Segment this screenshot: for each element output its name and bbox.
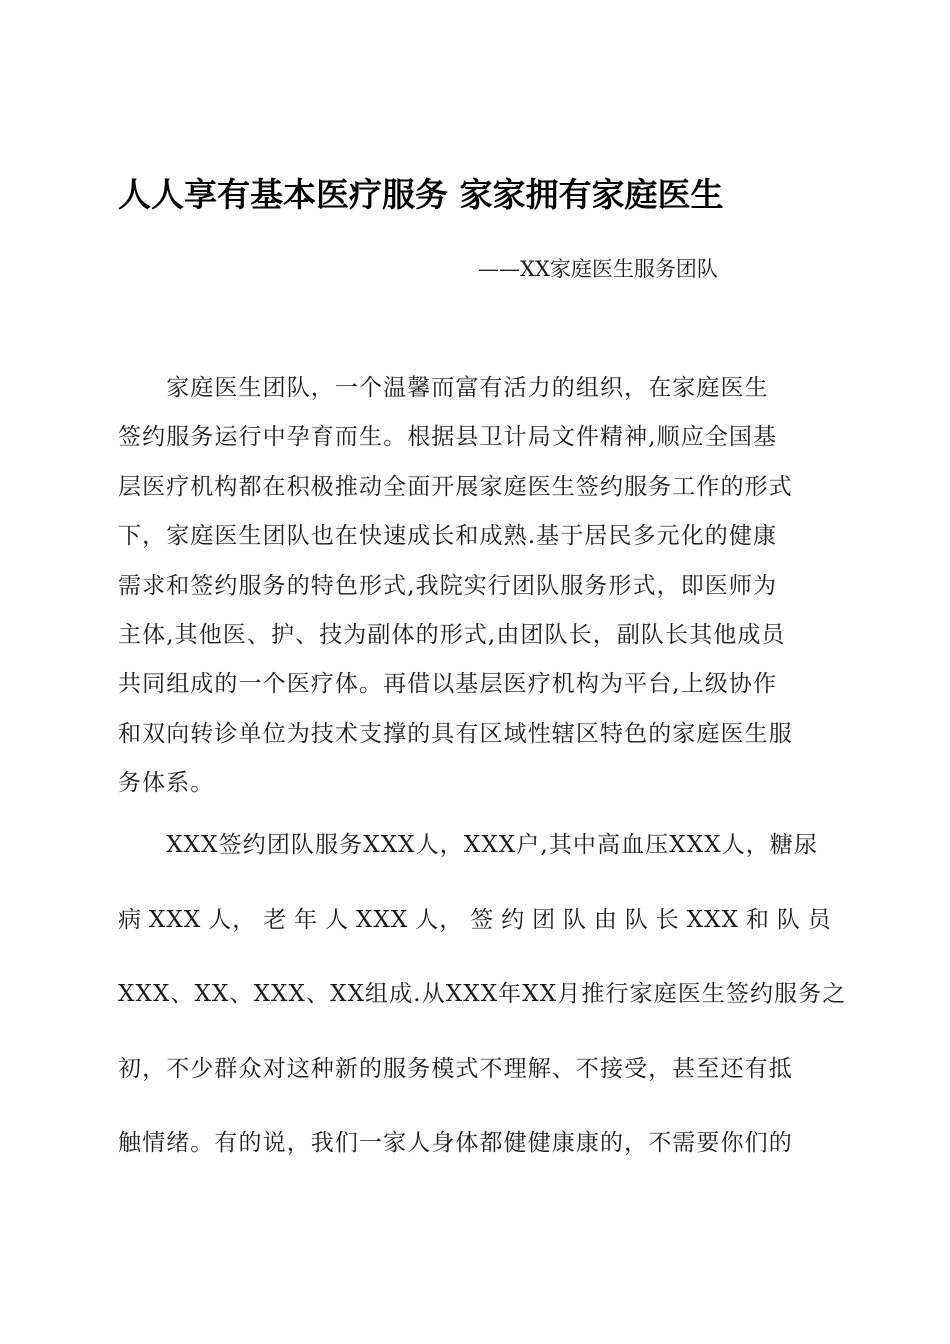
word: 年 <box>294 906 319 933</box>
word: 签 <box>470 906 495 933</box>
word: 人， <box>415 906 464 933</box>
paragraph-line: 共同组成的一个医疗体。再借以基层医疗机构为平台,上级协作 <box>118 671 778 698</box>
paragraph-line: 触情绪。有的说，我们一家人身体都健健康康的，不需要你们的 <box>118 1130 793 1156</box>
word: 团 <box>532 906 557 933</box>
paragraph-intro <box>118 364 832 809</box>
paragraph-line: XXX签约团队服务XXX人，XXX户,其中高血压XXX人，糖尿 <box>118 832 819 858</box>
word: 人， <box>208 906 257 933</box>
word: 由 <box>593 906 619 933</box>
paragraph-line: 层医疗机构都在积极推动全面开展家庭医生签约服务工作的形式 <box>118 473 793 500</box>
paragraph-line: 务体系。 <box>118 770 215 797</box>
word: 约 <box>501 906 526 933</box>
word: 员 <box>807 906 832 933</box>
word: 人 <box>325 906 350 933</box>
word: 老 <box>263 906 288 933</box>
paragraph-line-spread <box>118 883 832 958</box>
paragraph-line: 家庭医生团队，一个温馨而富有活力的组织，在家庭医生 <box>118 375 769 401</box>
word: XXX <box>355 906 409 933</box>
paragraph-line: 主体,其他医、护、技为副体的形式,由团队长，副队长其他成员 <box>118 622 786 649</box>
word: 队 <box>776 906 801 933</box>
paragraph-line: 签约服务运行中孕育而生。根据县卫计局文件精神,顺应全国基 <box>118 424 778 451</box>
word: XXX <box>148 906 202 933</box>
word: XXX <box>686 906 740 933</box>
paragraph-line: 下，家庭医生团队也在快速成长和成熟.基于居民多元化的健康 <box>118 523 778 550</box>
paragraph-line: 和双向转诊单位为技术支撑的具有区域性辖区特色的家庭医生服 <box>118 720 793 747</box>
paragraph-team-stats <box>118 808 847 1181</box>
document-subtitle: ——XX家庭医生服务团队 <box>478 257 718 281</box>
paragraph-line: 初，不少群众对这种新的服务模式不理解、不接受，甚至还有抵 <box>118 1055 793 1082</box>
word: 队 <box>624 906 649 933</box>
word: 和 <box>745 906 771 933</box>
word: 队 <box>562 906 588 933</box>
word: 病 <box>118 906 143 933</box>
paragraph-line: 需求和签约服务的特色形式,我院实行团队服务形式，即医师为 <box>118 572 778 599</box>
word: 长 <box>655 906 680 933</box>
document-title: 人人享有基本医疗服务 家家拥有家庭医生 <box>118 175 724 214</box>
paragraph-line: XXX、XX、XXX、XX组成.从XXX年XX月推行家庭医生签约服务之 <box>118 981 847 1007</box>
